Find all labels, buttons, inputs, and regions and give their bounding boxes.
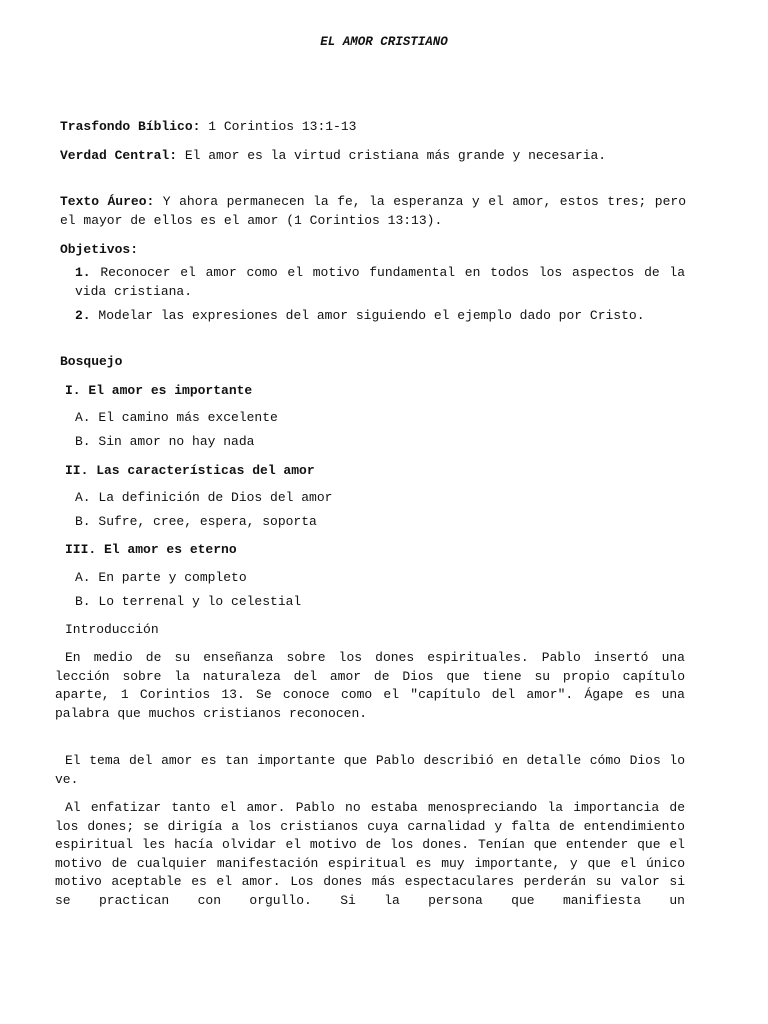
verdad-text: El amor es la virtud cristiana más grande y necesaria. xyxy=(177,148,607,163)
outline-item: B. Sin amor no hay nada xyxy=(75,434,255,449)
objetivo-number: 1. xyxy=(75,265,91,280)
outline-item: B. Sufre, cree, espera, soporta xyxy=(75,514,317,529)
intro-paragraph xyxy=(55,649,685,723)
texto-aureo-label: Texto Áureo: xyxy=(60,194,155,209)
outline-item: A. La definición de Dios del amor xyxy=(75,490,333,505)
trasfondo-text: 1 Corintios 13:1-13 xyxy=(200,119,357,134)
paragraph-text: En medio de su enseñanza sobre los dones espirituales. Pablo insertó una lección sobre la naturaleza del amor de Dios que tiene su propio capítulo aparte, 1 Corintios 13. Se conoce como el "capítulo del amor". Ágape es una palabra que muchos cristianos reconocen. xyxy=(55,650,685,721)
objetivos-heading: Objetivos: xyxy=(60,242,139,257)
objetivo-text: Modelar las expresiones del amor siguiendo el ejemplo dado por Cristo. xyxy=(90,308,645,323)
outline-section-heading: II. Las características del amor xyxy=(65,463,315,478)
intro-paragraph xyxy=(55,752,685,789)
outline-item: A. El camino más excelente xyxy=(75,410,278,425)
document-title: EL AMOR CRISTIANO xyxy=(320,35,448,49)
outline-section-heading: III. El amor es eterno xyxy=(65,542,237,557)
texto-aureo-text: Y ahora permanecen la fe, la esperanza y el amor, estos tres; pero el mayor de ellos es el amor (1 Corintios 13:13). xyxy=(60,194,686,228)
objetivo-text: Reconocer el amor como el motivo fundamental en todos los aspectos de la vida cristiana. xyxy=(75,265,685,299)
texto-aureo xyxy=(60,192,686,230)
trasfondo-line xyxy=(60,117,686,136)
paragraph-text: Al enfatizar tanto el amor. Pablo no estaba menospreciando la importancia de los dones; se dirigía a los cristianos cuya carnalidad y falta de entendimiento espiritual les hacía olvidar el motivo de los dones. Tenían que entender que el motivo de cualquier manifestación espiritual es muy importante, y que el único motivo aceptable es el amor. Los dones más espectaculares perderán su valor si se practican con orgullo. Si la persona que manifiesta un xyxy=(55,800,685,908)
objetivo-item xyxy=(75,306,685,325)
objetivo-number: 2. xyxy=(75,308,91,323)
outline-item: A. En parte y completo xyxy=(75,570,247,585)
outline-section-heading: I. El amor es importante xyxy=(65,383,253,398)
verdad-central xyxy=(60,146,686,165)
objetivo-item xyxy=(75,263,685,301)
introduccion-heading: Introducción xyxy=(65,622,159,637)
outline-item: B. Lo terrenal y lo celestial xyxy=(75,594,302,609)
verdad-label: Verdad Central: xyxy=(60,148,178,163)
intro-paragraph xyxy=(55,799,685,911)
paragraph-text: El tema del amor es tan importante que Pablo describió en detalle cómo Dios lo ve. xyxy=(55,753,685,787)
trasfondo-label: Trasfondo Bíblico: xyxy=(60,119,201,134)
bosquejo-heading: Bosquejo xyxy=(60,354,123,369)
